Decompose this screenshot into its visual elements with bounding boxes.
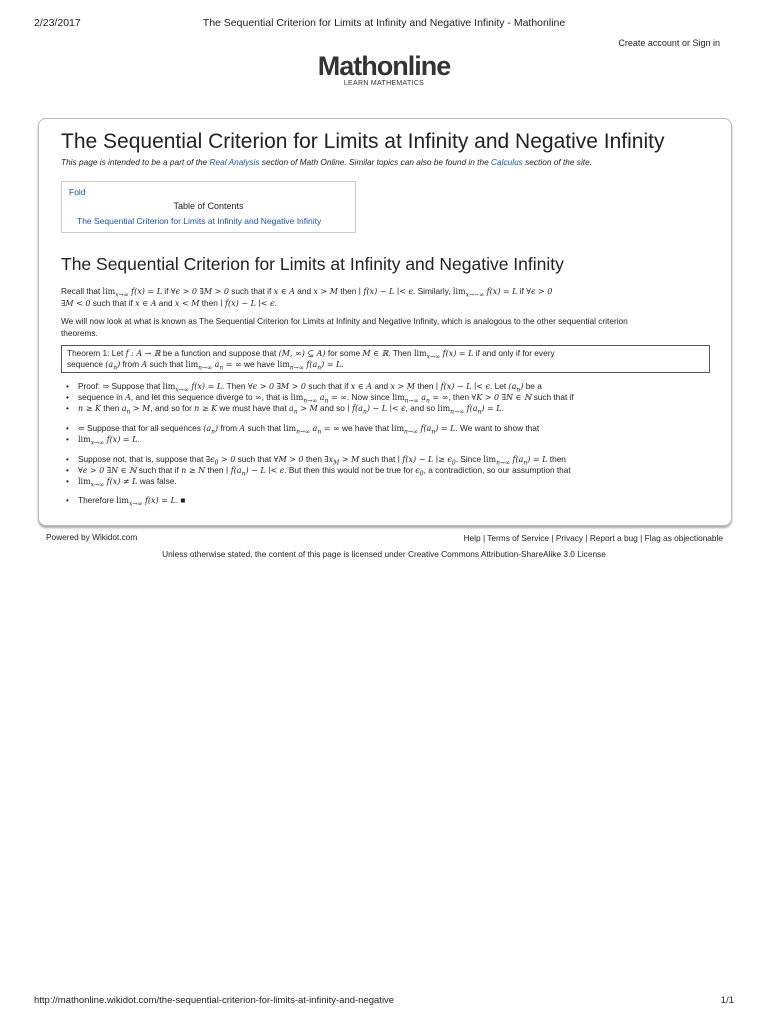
recall-line-1: Recall that $\lim_{x\to\infty} f(x) = L$ if ∀ϵ > 0 ∃M > 0 such that if x ∈ A and x > M then ∣ f(x) − L ∣< ϵ. Similarly, $\lim_{x\to-\infty} f(x) = L$ if ∀ϵ > 0: [61, 286, 553, 299]
footer-link-flag[interactable]: Flag as objectionable: [644, 533, 723, 543]
calculus-link[interactable]: Calculus: [491, 157, 523, 167]
create-account-link[interactable]: Create account: [618, 38, 680, 48]
proof-bullet-3-line-2: • ∀ϵ > 0 ∃N ∈ ℕ such that if n ≥ N then ∣ $f(a_n) - L$ ∣< ϵ. But then this would not be true for $\epsilon_0$, a contradiction, so our assumption that: [78, 465, 571, 480]
sign-in-link[interactable]: Sign in: [692, 38, 720, 48]
proof-bullet-3-line-1: • Suppose not, that is, suppose that $\exists\epsilon_0 > 0$ such that ∀M > 0 then $\exists x_M > M$ such that ∣ f(x) − L ∣≥ $\epsilon_0$. Since $\lim_{n\to\infty} f(a_n) = L$ then: [78, 454, 566, 469]
real-analysis-link[interactable]: Real Analysis: [209, 157, 260, 167]
proof-bullet-1-line-3: • n ≥ K then $a_n > M$, and so for n ≥ K we must have that $a_n > M$ and so ∣ $f(a_n) - L$ ∣< ϵ, and so $\lim_{n\to\infty} f(a_n) = L$.: [78, 403, 504, 418]
proof-bullet-1-line-2: • sequence in A, and let this sequence diverge to ∞, that is $\lim_{n\to\infty} a_n$ = ∞. Now since $\lim_{n\to\infty} a_n$ = ∞, then ∀K > 0 ∃N ∈ ℕ such that if: [78, 392, 574, 407]
footer-link-help[interactable]: Help: [463, 533, 481, 543]
footer-link-privacy[interactable]: Privacy: [555, 533, 584, 543]
license-notice: Unless otherwise stated, the content of this page is licensed under Creative Commons Attribution-ShareAlike 3.0 License: [162, 549, 606, 559]
print-title: The Sequential Criterion for Limits at Infinity and Negative Infinity - Mathonline: [202, 17, 566, 29]
print-url: http://mathonline.wikidot.com/the-sequential-criterion-for-limits-at-infinity-and-negative: [34, 995, 395, 1006]
proof-bullet-3-line-3: • $\lim_{x\to\infty} f(x) \ne L$ was false.: [78, 476, 177, 491]
toc-entry[interactable]: The Sequential Criterion for Limits at Infinity and Negative Infinity: [77, 216, 322, 226]
theorem-line-2: sequence $(a_n)$ from A such that $\lim_{n\to\infty} a_n$ = ∞ we have $\lim_{n\to\infty} f(a_n) = L$.: [67, 359, 344, 372]
recall-line-2: ∃M < 0 such that if x ∈ A and x < M then ∣ f(x) − L ∣< ϵ.: [61, 298, 277, 308]
section-heading: The Sequential Criterion for Limits at Infinity and Negative Infinity: [61, 254, 564, 274]
theorem-line-1: Theorem 1: Let f : A → ℝ be a function and suppose that (M, ∞) ⊆ A) for some M ∈ ℝ. Then $\lim_{x\to\infty} f(x) = L$ if and only if for every: [67, 348, 555, 361]
proof-bullet-2-line-1: • ⇐ Suppose that for all sequences $(a_n)$ from A such that $\lim_{n\to\infty} a_n$ = ∞ we have that $\lim_{n\to\infty} f(a_n) = L$. We want to show that: [78, 423, 539, 438]
intro-paragraph-line-2: theorems.: [61, 328, 98, 338]
page-title: The Sequential Criterion for Limits at Infinity and Negative Infinity: [61, 130, 665, 153]
print-page-number: 1/1: [720, 995, 734, 1006]
intro-paragraph-line-1: We will now look at what is known as The Sequential Criterion for Limits at Infinity and Negative Infinity, which is analogous to the other sequential criterion: [61, 316, 628, 326]
proof-bullet-4: • Therefore $\lim_{x\to\infty} f(x) = L$. ■: [78, 495, 185, 510]
powered-by-link[interactable]: Powered by Wikidot.com: [46, 532, 138, 542]
footer-links: Help | Terms of Service | Privacy | Report a bug | Flag as objectionable: [463, 533, 723, 543]
footer-link-terms[interactable]: Terms of Service: [487, 533, 550, 543]
theorem-box: [61, 345, 710, 373]
toc-title: Table of Contents: [173, 201, 244, 211]
proof-bullet-2-line-2: • $\lim_{x\to\infty} f(x) = L$.: [78, 434, 140, 449]
site-tagline: LEARN MATHEMATICS: [343, 80, 425, 87]
print-date: 2/23/2017: [34, 17, 81, 29]
proof-bullet-1-line-1: • Proof: ⇒ Suppose that $\lim_{x\to\infty} f(x) = L$. Then ∀ϵ > 0 ∃M > 0 such that if x ∈ A and x > M then ∣ f(x) − L ∣< ϵ. Let $(a_n)$ be a: [78, 381, 542, 396]
account-or: or: [681, 38, 690, 48]
site-logo[interactable]: Mathonline: [317, 51, 451, 81]
account-links: [618, 38, 720, 48]
table-of-contents: [61, 181, 356, 233]
site-header: [0, 50, 768, 87]
page-intro: This page is intended to be a part of the Real Analysis section of Math Online. Similar topics can also be found in the Calculus section of the site.: [61, 157, 593, 167]
toc-fold-link[interactable]: Fold: [69, 187, 86, 197]
footer-link-report-bug[interactable]: Report a bug: [589, 533, 638, 543]
